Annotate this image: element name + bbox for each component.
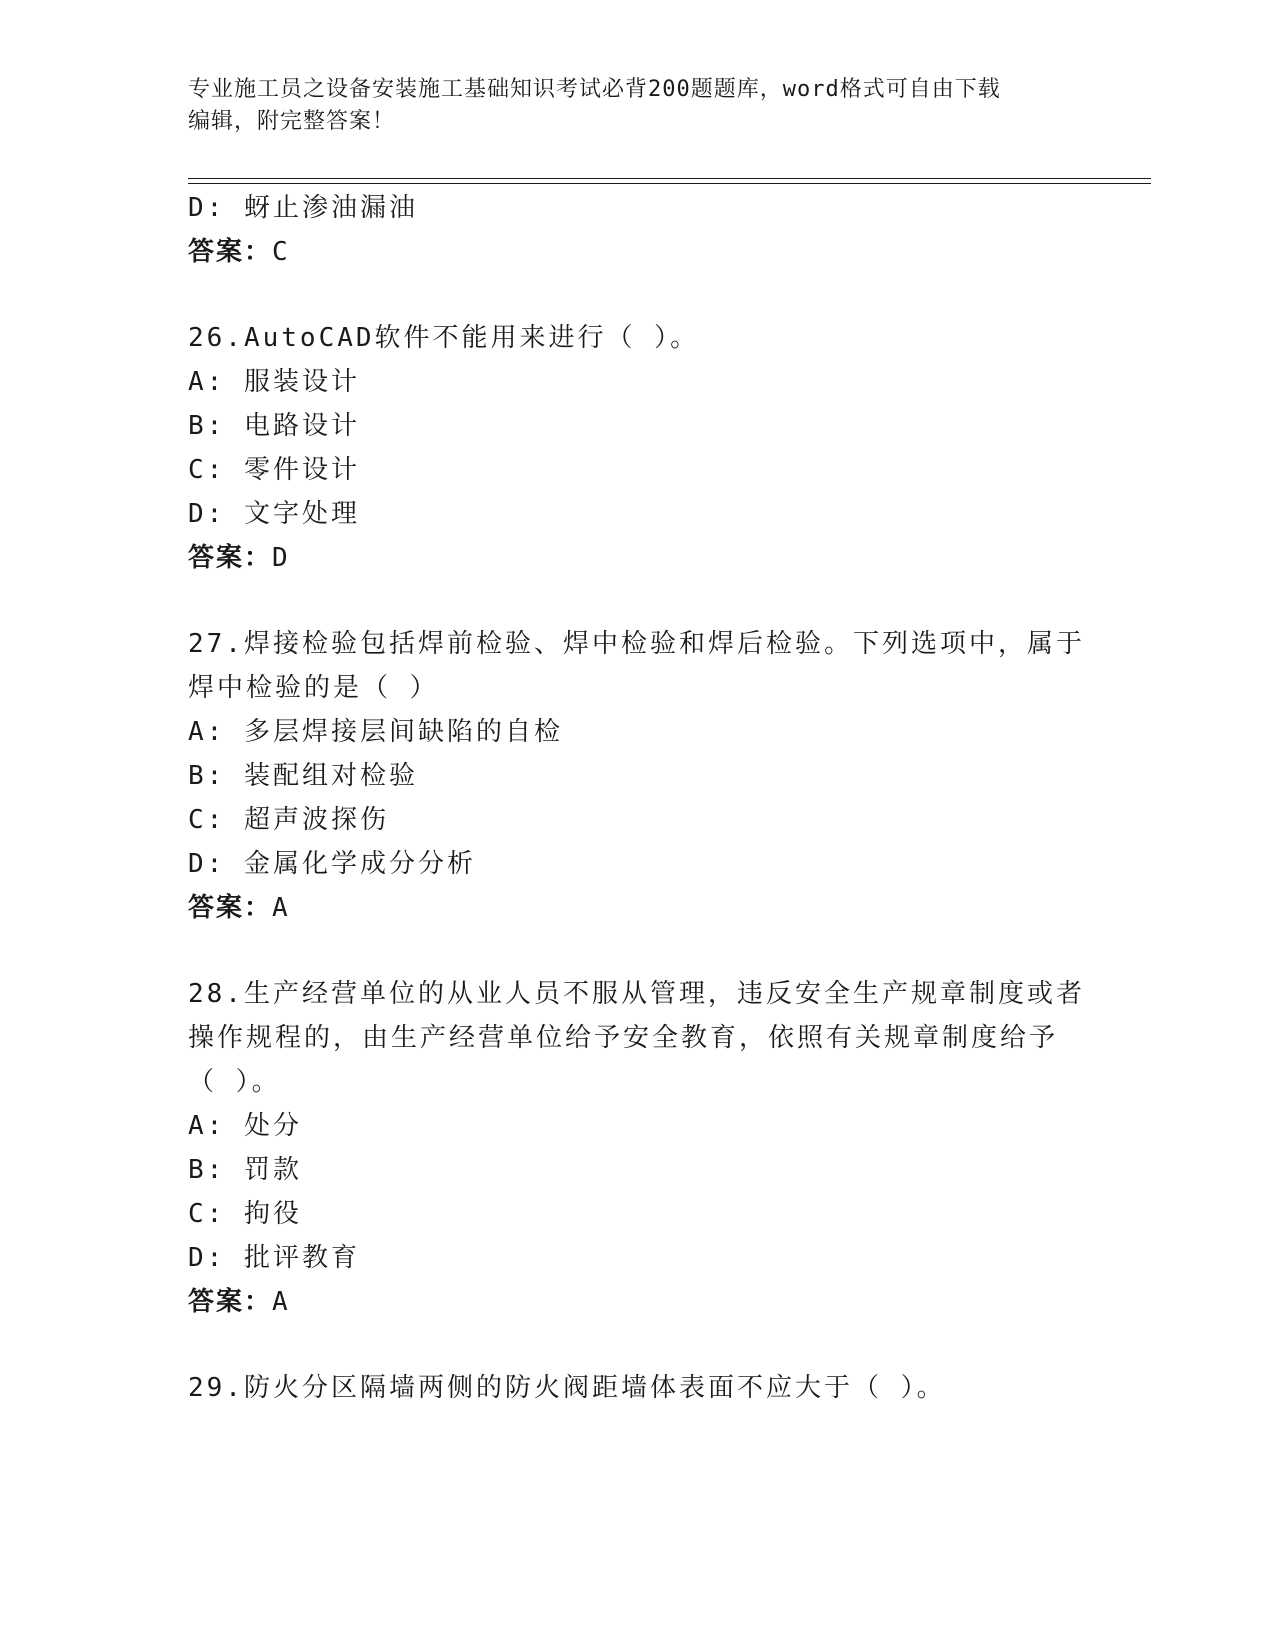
q29-question: 29.防火分区隔墙两侧的防火阀距墙体表面不应大于（ ）。: [188, 1373, 946, 1403]
q28-question-line-3: （ ）。: [188, 1067, 281, 1097]
document-header: [188, 74, 1088, 138]
q28-option-b: B: 罚款: [188, 1155, 302, 1185]
q28-option-d: D: 批评教育: [188, 1243, 360, 1273]
q28-question-line-1: 28.生产经营单位的从业人员不服从管理，违反安全生产规章制度或者: [188, 979, 1085, 1009]
answer-label: 答案：: [188, 543, 273, 573]
header-line-1: 专业施工员之设备安装施工基础知识考试必背200题题库，word格式可自由下载: [188, 77, 1001, 102]
q28-answer: [188, 1284, 290, 1320]
q27-option-d: D: 金属化学成分分析: [188, 849, 476, 879]
q27-question-line-2: 焊中检验的是（ ）: [188, 673, 439, 703]
answer-value: A: [272, 893, 290, 923]
q28-option-a: A: 处分: [188, 1111, 302, 1141]
answer-value: C: [272, 237, 290, 267]
q27-option-c: C: 超声波探伤: [188, 805, 389, 835]
q26-option-b: B: 电路设计: [188, 411, 360, 441]
q26-option-a: A: 服装设计: [188, 367, 360, 397]
q26-answer: [188, 540, 290, 576]
header-divider-bottom: [188, 183, 1151, 184]
answer-label: 答案：: [188, 893, 273, 923]
q27-option-b: B: 装配组对检验: [188, 761, 418, 791]
header-divider-top: [188, 178, 1151, 179]
q27-question-line-1: 27.焊接检验包括焊前检验、焊中检验和焊后检验。下列选项中，属于: [188, 629, 1085, 659]
q26-option-c: C: 零件设计: [188, 455, 360, 485]
q28-question-line-2: 操作规程的，由生产经营单位给予安全教育，依照有关规章制度给予: [188, 1023, 1059, 1053]
header-line-2: 编辑，附完整答案！: [188, 109, 396, 134]
q25-answer: [188, 234, 290, 270]
q27-option-a: A: 多层焊接层间缺陷的自检: [188, 717, 563, 747]
answer-value: A: [272, 1287, 290, 1317]
q26-option-d: D: 文字处理: [188, 499, 360, 529]
answer-label: 答案：: [188, 1287, 273, 1317]
q27-answer: [188, 890, 290, 926]
answer-label: 答案：: [188, 237, 273, 267]
answer-value: D: [272, 543, 290, 573]
q26-question: 26.AutoCAD软件不能用来进行（ ）。: [188, 323, 700, 353]
q25-option-d: D: 蚜止渗油漏油: [188, 193, 418, 223]
q28-option-c: C: 拘役: [188, 1199, 302, 1229]
